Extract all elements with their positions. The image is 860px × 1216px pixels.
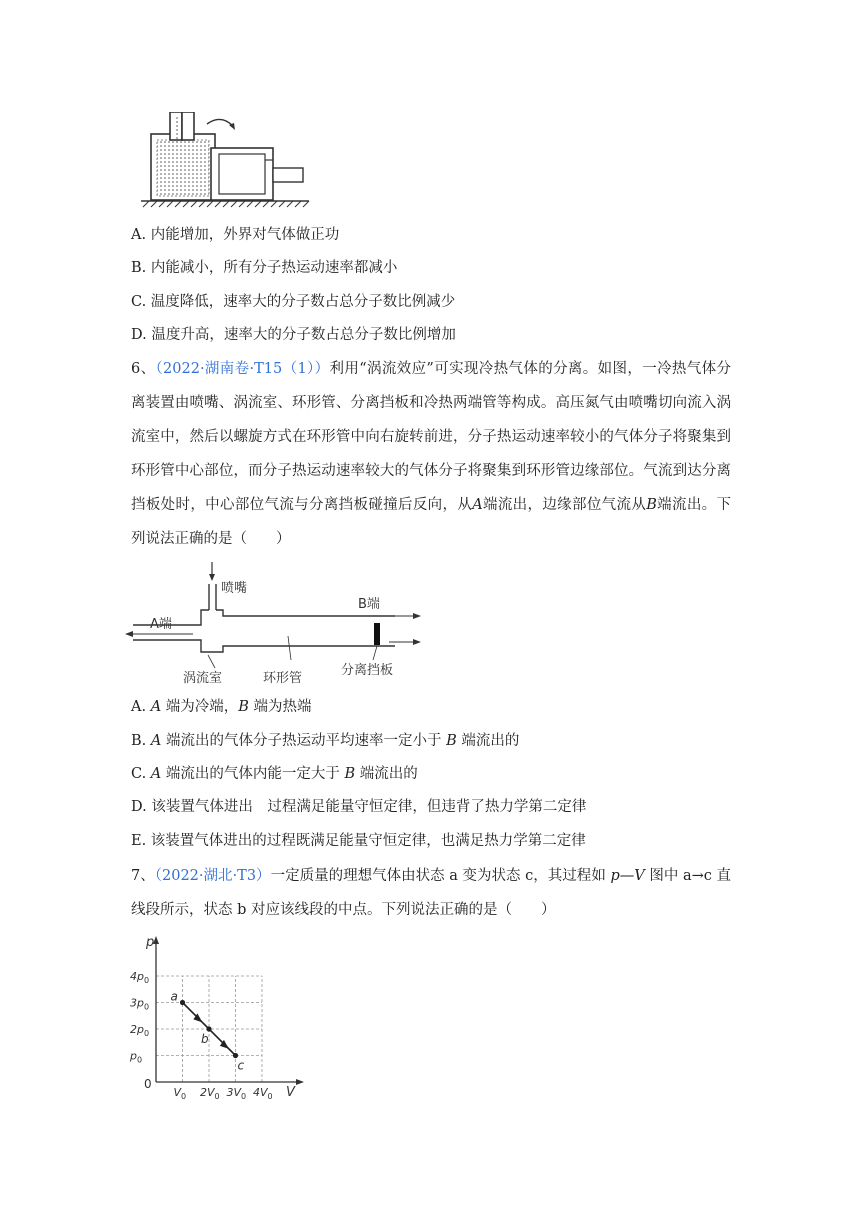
q7-number: 7、 xyxy=(131,868,155,884)
label-b-end: B端 xyxy=(358,597,380,612)
label-nozzle: 喷嘴 xyxy=(221,581,248,596)
q7-stem: 7、（2022·湖北·T3）一定质量的理想气体由状态 a 变为状态 c，其过程如 p—V 图中 a→c 直线段所示，状态 b 对应该线段的中点。下列说法正确的是（ ） xyxy=(131,868,731,918)
q6-option-c: C. A 端流出的气体内能一定大于 B 端流出的 xyxy=(131,766,418,782)
y-tick-label: $p_0$ xyxy=(130,1049,143,1065)
state-label-c: c xyxy=(237,1058,245,1073)
q5-container-figure xyxy=(131,112,311,214)
x-axis-arrow-icon xyxy=(296,1079,304,1085)
q5-option-a: A. 内能增加，外界对气体做正功 xyxy=(131,227,340,243)
x-tick-label: $2V_0$ xyxy=(200,1086,220,1100)
state-label-a: a xyxy=(170,989,178,1004)
origin-label: 0 xyxy=(144,1077,152,1091)
x-tick-label: $V_0$ xyxy=(173,1086,187,1100)
baffle-shape xyxy=(374,623,380,645)
q6-option-e: E. 该装置气体进出的过程既满足能量守恒定律，也满足热力学第二定律 xyxy=(131,833,586,849)
q6-option-a: A. A 端为冷端，B 端为热端 xyxy=(131,699,312,715)
q6-number: 6、 xyxy=(131,361,156,377)
state-point-a xyxy=(180,1000,185,1005)
q5-option-b: B. 内能减小，所有分子热运动速率都减小 xyxy=(131,260,398,276)
label-vortex-chamber: 涡流室 xyxy=(183,671,223,686)
y-tick-label: $3p_0$ xyxy=(130,996,150,1012)
label-ring-tube: 环形管 xyxy=(263,671,303,686)
label-baffle: 分离挡板 xyxy=(341,663,394,678)
q6-option-b: B. A 端流出的气体分子热运动平均速率一定小于 B 端流出的 xyxy=(131,733,520,749)
x-axis-label: V xyxy=(286,1085,295,1100)
q6-vortex-tube-figure xyxy=(123,560,423,688)
q5-option-d: D. 温度升高，速率大的分子数占总分子数比例增加 xyxy=(131,327,456,343)
right-container xyxy=(211,148,303,200)
left-container xyxy=(151,112,215,200)
x-tick-label: $4V_0$ xyxy=(253,1086,273,1100)
y-axis-label: p xyxy=(146,935,155,950)
q5-option-c: C. 温度降低，速率大的分子数占总分子数比例减少 xyxy=(131,294,456,310)
q7-source: （2022·湖北·T3） xyxy=(154,868,271,884)
q6-source: （2022·湖南卷·T15（1）） xyxy=(155,361,330,377)
state-label-b: b xyxy=(201,1032,209,1046)
state-point-c xyxy=(233,1053,238,1058)
q6-option-d: D. 该装置气体进出 过程满足能量守恒定律，但违背了热力学第二定律 xyxy=(131,799,587,815)
q6-stem: 6、（2022·湖南卷·T15（1））利用“涡流效应”可实现冷热气体的分离。如图，一冷热气体分离装置由喷嘴、涡流室、环形管、分离挡板和冷热两端管等构成。高压氮气由喷嘴切向流入涡流室中，然后以螺旋方式在环形管中向右旋转前进，分子热运动速率较小的气体分子将聚集到环形管中心部位，而分子热运动速率较大的气体分子将聚集到环形管边缘部位。气流到达分离挡板处时，中心部位气流与分离挡板碰撞后反向，从A端流出，边缘部位气流从B端流出。下列说法正确的是（ ） xyxy=(131,361,732,547)
y-tick-label: $4p_0$ xyxy=(130,970,150,985)
label-a-end: A端 xyxy=(150,617,172,632)
y-tick-label: $2p_0$ xyxy=(130,1023,150,1038)
state-point-b xyxy=(206,1026,211,1031)
q7-pv-chart xyxy=(128,930,308,1100)
x-tick-label: $3V_0$ xyxy=(226,1086,247,1100)
